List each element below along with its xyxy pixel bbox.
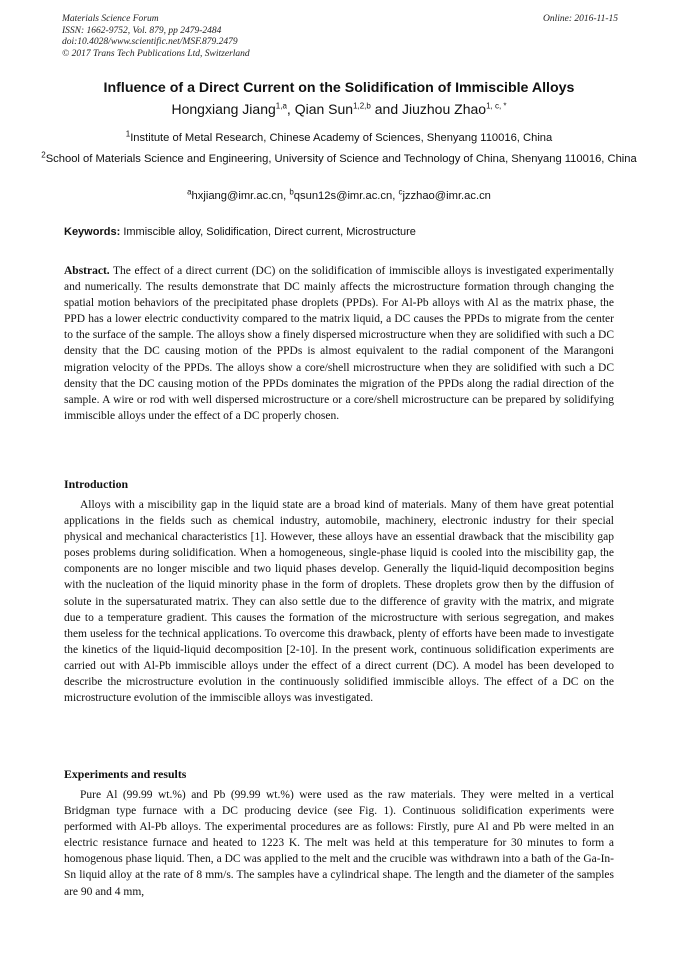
doi-line[interactable]: doi:10.4028/www.scientific.net/MSF.879.2479 [62,37,238,47]
affiliation-text: School of Materials Science and Engineering, University of Science and Technology of China, Shenyang 110016, China [45,153,637,165]
affiliation-text: Institute of Metal Research, Chinese Academy of Sciences, Shenyang 110016, China [130,132,553,144]
section-heading-experiments: Experiments and results [64,767,187,781]
abstract-text: The effect of a direct current (DC) on the solidification of immiscible alloys is investigated experimentally and numerically. The results demonstrate that DC mainly affects the microstructure formation through changing the spatial motion behaviors of the precipitated phase droplets (PPDs). For Al-Pb alloys with Al as the matrix phase, the PPD has a lower electric conductivity compared to the matrix liquid, a DC causes the PPDs to migrate from the center to the surface of the sample. The alloys show a finely dispersed microstructure when they are solidified with such a DC density that the DC causing motion of the PPDs is almost equivalent to the radial component of the Marangoni migration velocity of the PPDs. The alloys show a core/shell microstructure when they are solidified with such a DC density that the DC causing motion of the PPDs dominates the migration of the PPDs along the radial direction of the sample. A wire or rod with well dispersed microstructure or a core/shell microstructure can be prepared by solidifying immiscible alloys under the effect of a DC properly chosen. [64,265,614,422]
email-address[interactable]: qsun12s@imr.ac.cn [293,190,393,202]
author-conjunction: and [370,101,402,117]
journal-header [62,14,618,60]
keywords-line [64,226,616,238]
online-date: Online: 2016-11-15 [542,14,618,24]
issn-line: ISSN: 1662-9752, Vol. 879, pp 2479-2484 [62,25,222,36]
author-name: Jiuzhou Zhao [402,101,487,117]
author-superscript: 1, c, * [486,101,507,111]
abstract-label: Abstract. [64,265,110,277]
keywords-label: Keywords: [64,226,121,238]
author-name: Hongxiang Jiang [171,101,276,117]
journal-name: Materials Science Forum [62,14,159,24]
email-marker: a [187,187,192,197]
copyright-line: © 2017 Trans Tech Publications Ltd, Switzerland [62,48,250,59]
abstract [64,263,614,424]
author-superscript: 1,a [275,101,287,111]
affiliation-1 [40,131,638,145]
author-separator: , [286,101,295,117]
affiliation-marker: 1 [125,129,131,139]
introduction-paragraph: Alloys with a miscibility gap in the liquid state are a broad kind of materials. Many of them have great potential applications in the fields such as chemical industry, automobile, machinery, electronic industry for their special physical and mechanical characteristics [1]. However, these alloys have an essential drawback that the miscibility gap poses problems during solidification. When a homogeneous, single-phase liquid is cooled into the miscibility gap, the components are no longer miscible and two liquid phases develop. Generally the liquid-liquid decomposition begins with the nucleation of the liquid minority phase in the form of droplets. These droplets grow then by the diffusion of solute in the supersaturated matrix. They can also settle due to the difference of gravity with the matrix, and migrate due to a temperature gradient. This causes the formation of the microstructure with serious segregation, and makes them useless for the technical applications. To overcome this drawback, plenty of efforts have been made to investigate the kinetics of the liquid-liquid decomposition [2-10]. In the present work, continuous solidification experiments are carried out with Al-Pb immiscible alloys under the effect of a direct current (DC). A model has been developed to describe the microstructure evolution in the continuously solidified immiscible alloys. The effect of a DC on the microstructure evolution of the immiscible alloys was investigated. [64,499,614,705]
section-heading-introduction: Introduction [64,477,129,491]
keywords-text: Immiscible alloy, Solidification, Direct current, Microstructure [123,226,416,238]
author-list [40,101,638,117]
email-marker: b [289,187,294,197]
email-address[interactable]: hxjiang@imr.ac.cn [191,190,284,202]
affiliation-marker: 2 [41,150,46,160]
author-emails: $^a$hxjiang@imr.ac.cn, $^b$qsun12s@imr.ac.cn, $^c$jzzhao@imr.ac.cn [187,187,491,202]
affiliation-2 [40,152,638,166]
email-marker: c [398,187,403,197]
email-address[interactable]: jzzhao@imr.ac.cn [402,190,491,202]
author-name: Qian Sun [294,101,354,117]
paper-title: Influence of a Direct Current on the Solidification of Immiscible Alloys [103,80,575,96]
experiments-paragraph: Pure Al (99.99 wt.%) and Pb (99.99 wt.%) were used as the raw materials. They were melted in a vertical Bridgman type furnace with a DC producing device (see Fig. 1). Continuous solidification experiments were performed with Al-Pb alloys. The experimental procedures are as follows: Firstly, pure Al and Pb were melted in an electric resistance furnace and heated to 1223 K. The melt was held at this temperature for 30 minutes to form a homogenous phase liquid. Then, a DC was applied to the melt and the crucible was withdrawn into a bath of the Ga-In-Sn liquid alloy at the rate of 8 mm/s. The samples have a cylindrical shape. The length and the diameter of the samples are 90 and 4 mm, [64,789,614,898]
author-superscript: 1,2,b [353,101,371,111]
